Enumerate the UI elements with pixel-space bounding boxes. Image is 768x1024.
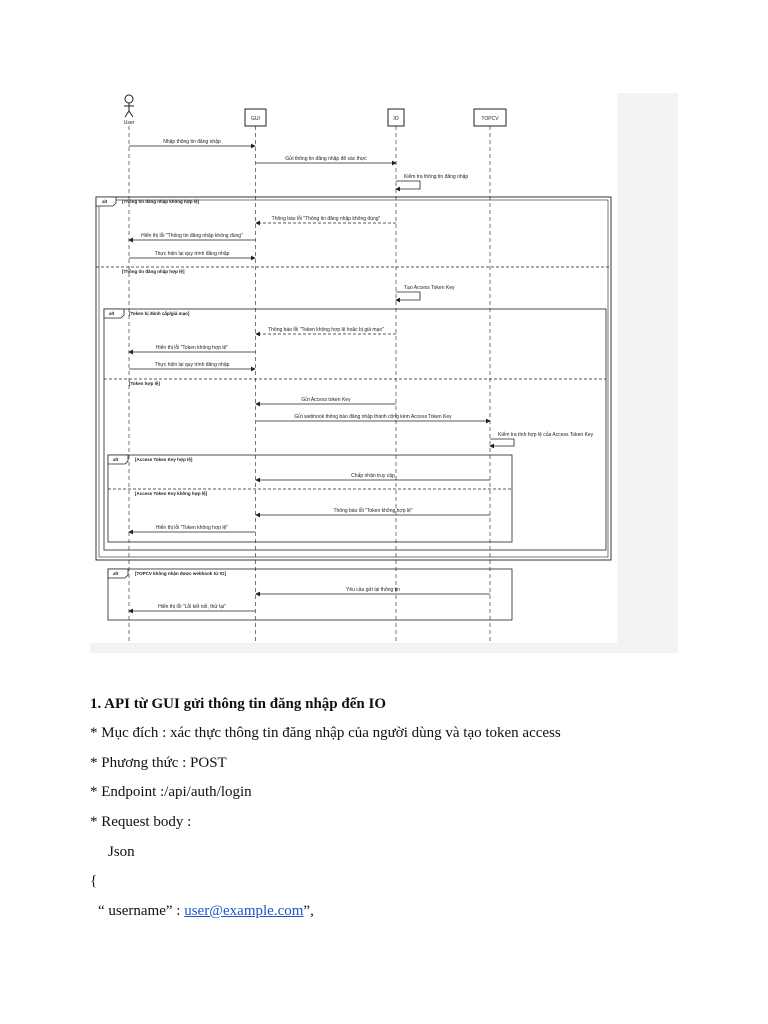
participant-topcv-label: TOPCV xyxy=(481,116,499,122)
svg-text:Hiển thị lỗi "Token không hợp: Hiển thị lỗi "Token không hợp lệ" xyxy=(155,525,229,531)
svg-text:Kiểm tra thông tin đăng nhập: Kiểm tra thông tin đăng nhập xyxy=(404,174,469,180)
svg-text:Hiển thị lỗi "Thông tin đăng n: Hiển thị lỗi "Thông tin đăng nhập không đúng" xyxy=(141,233,243,239)
svg-text:Thực hiện lại quy trình đăng n: Thực hiện lại quy trình đăng nhập xyxy=(154,251,230,257)
request-body-line: * Request body : xyxy=(90,814,192,830)
svg-text:Thực hiện lại quy trình đăng n: Thực hiện lại quy trình đăng nhập xyxy=(154,362,230,368)
actor-user-label: User xyxy=(123,120,135,126)
method-line: * Phương thức : POST xyxy=(90,755,227,771)
sequence-diagram-figure xyxy=(90,93,678,653)
username-line xyxy=(98,902,314,920)
svg-text:Hiển thị lỗi "Token không hợp: Hiển thị lỗi "Token không hợp lệ" xyxy=(155,345,229,351)
svg-text:Tạo Access Token Key: Tạo Access Token Key xyxy=(404,285,455,291)
svg-text:[Token hợp lệ]: [Token hợp lệ] xyxy=(129,381,160,386)
svg-text:Chấp nhận truy cập: Chấp nhận truy cập xyxy=(351,473,395,479)
participant-gui-label: GUI xyxy=(251,116,260,122)
svg-text:Thông báo lỗi "Token không hợp: Thông báo lỗi "Token không hợp lệ hoặc bị giả mạo" xyxy=(268,327,384,333)
svg-text:[Thông tin đăng nhập không hợp: [Thông tin đăng nhập không hợp lệ] xyxy=(122,199,200,204)
svg-text:Yêu cầu gửi lại thông tin: Yêu cầu gửi lại thông tin xyxy=(346,587,400,593)
participant-io-label: IO xyxy=(393,116,399,122)
username-key: “ username” : xyxy=(98,903,185,919)
svg-text:Nhập thông tin đăng nhập: Nhập thông tin đăng nhập xyxy=(163,139,221,145)
svg-text:alt: alt xyxy=(113,571,119,576)
svg-text:[TOPCV không nhận được webhook: [TOPCV không nhận được webhook từ IO] xyxy=(135,571,226,576)
purpose-line: * Mục đích : xác thực thông tin đăng nhập của người dùng và tạo token access xyxy=(90,725,561,741)
svg-text:Gửi Access token Key: Gửi Access token Key xyxy=(301,397,351,403)
participant-topcv xyxy=(474,109,506,126)
svg-text:Gửi webhook thông báo đăng nhậ: Gửi webhook thông báo đăng nhập thành công kèm Access Token Key xyxy=(294,414,452,420)
endpoint-line: * Endpoint :/api/auth/login xyxy=(90,784,252,800)
svg-text:[Thông tin đăng nhập hợp lệ]: [Thông tin đăng nhập hợp lệ] xyxy=(122,269,185,274)
svg-text:[Access Token Key hợp lệ]: [Access Token Key hợp lệ] xyxy=(135,457,193,462)
svg-text:Thông báo lỗi "Thông tin đăng: Thông báo lỗi "Thông tin đăng nhập không đúng" xyxy=(271,216,381,222)
username-tail: ”, xyxy=(303,903,314,919)
sequence-diagram xyxy=(90,93,678,653)
svg-text:alt: alt xyxy=(109,311,115,316)
svg-text:Kiểm tra tính hợp lệ của Acces: Kiểm tra tính hợp lệ của Access Token Key xyxy=(498,432,594,438)
svg-text:[Token bị đánh cắp/giả mạo]: [Token bị đánh cắp/giả mạo] xyxy=(129,311,190,316)
participant-io xyxy=(388,109,404,126)
svg-text:Hiển thị lỗi "Lỗi kết nối, thử: Hiển thị lỗi "Lỗi kết nối, thử lại" xyxy=(158,604,226,610)
participant-gui xyxy=(245,109,266,126)
svg-text:Thông báo lỗi "Token không hợp: Thông báo lỗi "Token không hợp lệ" xyxy=(333,508,413,514)
format-line: Json xyxy=(108,844,135,860)
username-email-link[interactable]: user@example.com xyxy=(184,903,304,919)
svg-text:alt: alt xyxy=(102,199,108,204)
svg-text:alt: alt xyxy=(113,457,119,462)
diagram-canvas xyxy=(90,93,617,643)
section-heading: 1. API từ GUI gửi thông tin đăng nhập đến IO xyxy=(90,696,387,712)
svg-text:[Access Token Key không hợp lệ: [Access Token Key không hợp lệ] xyxy=(135,491,208,496)
json-brace-open: { xyxy=(90,873,98,889)
svg-text:Gửi thông tin đăng nhập để xác: Gửi thông tin đăng nhập để xác thực xyxy=(285,156,367,162)
